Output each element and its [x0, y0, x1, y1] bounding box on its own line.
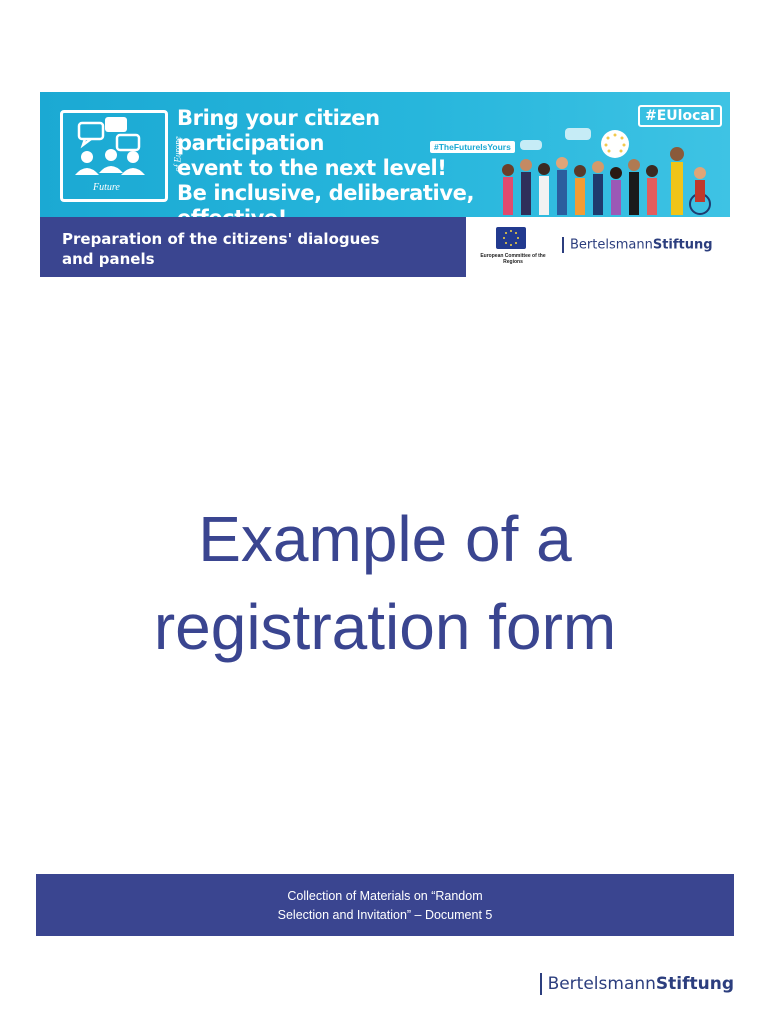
title-line: registration form	[153, 591, 617, 663]
banner-top	[40, 92, 730, 217]
banner-subtitle	[62, 229, 442, 269]
document-title	[0, 495, 770, 671]
headline-line: Be inclusive, deliberative,	[177, 181, 475, 205]
hashtag-eulocal: #EUlocal	[638, 105, 722, 127]
collection-footer-band	[36, 874, 734, 936]
logo-bar	[562, 237, 564, 253]
logo-future-text: Future	[93, 182, 120, 193]
banner-logos	[466, 217, 730, 277]
logo-regular-text: Bertelsmann	[547, 974, 656, 994]
eu-flag-icon	[496, 227, 526, 249]
headline-line: Bring your citizen participation	[177, 106, 380, 155]
future-of-europe-logo	[60, 110, 183, 202]
logo-of-europe-text: of Europe	[172, 136, 183, 172]
hashtag-future-is-yours: #TheFutureIsYours	[430, 141, 515, 153]
footer-line: Selection and Invitation” – Document 5	[277, 908, 493, 922]
bertelsmann-logo-small	[562, 237, 713, 253]
banner-subtitle-band	[40, 217, 466, 277]
logo-bold-text: Stiftung	[652, 237, 713, 253]
committee-of-regions-label: European Committee of the Regions	[480, 253, 546, 265]
title-line: Example of a	[198, 503, 572, 575]
bertelsmann-logo-footer	[540, 973, 734, 995]
logo-bold-text: Stiftung	[655, 974, 734, 994]
headline-line: event to the next level!	[177, 156, 447, 180]
banner-headline	[177, 106, 507, 231]
header-banner	[40, 92, 730, 277]
crowd-illustration	[495, 122, 730, 217]
subtitle-line: and panels	[62, 250, 155, 268]
logo-bar	[540, 973, 542, 995]
logo-regular-text: Bertelsmann	[570, 237, 653, 253]
footer-line: Collection of Materials on “Random	[287, 889, 483, 903]
subtitle-line: Preparation of the citizens' dialogues	[62, 230, 380, 248]
